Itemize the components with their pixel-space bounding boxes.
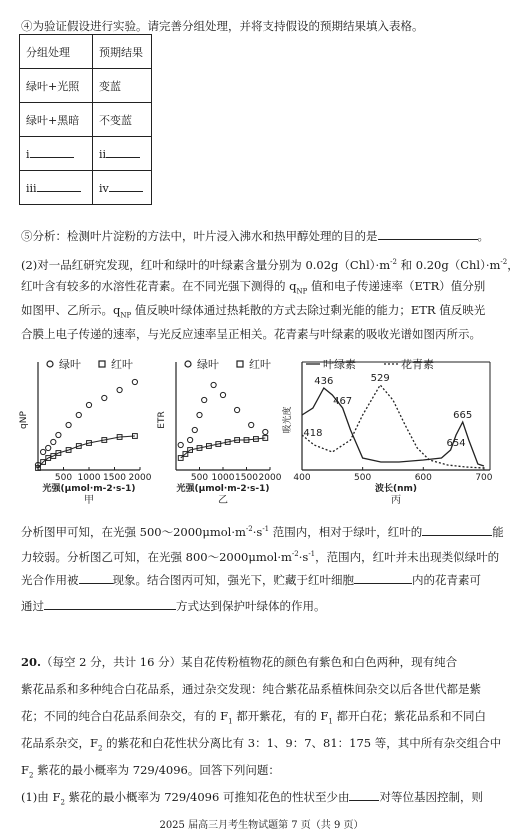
p2-line-3: [21, 302, 485, 323]
table-row: [20, 137, 152, 171]
legend-marker: [47, 361, 53, 367]
page-footer: 2025 届高三月考生物试题第 7 页（共 9 页）: [159, 820, 364, 831]
text-span: 现象。结合图丙可知，强光下，贮藏于红叶细胞: [112, 573, 354, 587]
legend-label: 叶绿素: [323, 358, 356, 371]
data-point: [211, 382, 216, 387]
table-cell: 不变蓝: [93, 103, 152, 137]
x-tick-label: 500: [190, 473, 209, 483]
answer-blank[interactable]: [354, 572, 412, 584]
legend-marker: [99, 361, 105, 367]
table-cell: 变蓝: [93, 69, 152, 103]
x-tick-label: 400: [293, 473, 311, 483]
subscript: NP: [120, 311, 132, 320]
text-span: 如图甲、乙所示。q: [21, 303, 121, 317]
text-span: 范围内，相对于绿叶，红叶的: [269, 524, 423, 539]
x-tick-label: 600: [414, 473, 432, 483]
x-axis-label: 光强(μmol·m-2·s-1): [42, 484, 136, 494]
y-axis-label: qNP: [19, 411, 29, 429]
data-point: [197, 412, 202, 417]
data-label: 436: [314, 376, 334, 387]
series-line: [302, 385, 484, 468]
answer-blank[interactable]: [79, 572, 113, 584]
table-cell: 绿叶+光照: [20, 69, 93, 103]
text-span: 都开白花；紫花品系和不同白: [332, 709, 487, 723]
data-point: [178, 442, 183, 447]
answer-blank[interactable]: [44, 598, 176, 610]
data-point: [102, 395, 107, 400]
x-tick-label: 1000: [211, 473, 235, 483]
superscript: -1: [308, 550, 316, 558]
subscript: 1: [228, 717, 233, 726]
cell-label: ⅱ: [99, 148, 107, 161]
table-row: [20, 69, 152, 103]
figure-charts: [0, 350, 523, 510]
text-span: 对等位基因控制，则: [379, 790, 483, 804]
x-tick-label: 500: [354, 473, 372, 483]
analysis-line-2: [21, 546, 499, 565]
result-table: [19, 34, 152, 205]
text-span: (1)由 F: [21, 790, 61, 804]
q20-subquestion-1: [21, 789, 483, 810]
table-cell: [20, 171, 93, 205]
text-span: 能: [492, 524, 504, 539]
table-row: [20, 35, 152, 69]
superscript: -2: [390, 258, 397, 266]
table-row: [20, 171, 152, 205]
text-span: 通过: [21, 599, 44, 613]
cell-label: ⅰ: [26, 148, 30, 161]
data-point: [86, 402, 91, 407]
text-span: 都开紫花，有的 F: [232, 709, 329, 723]
text-span: 紫花的最小概率为 729/4096 可推知花色的性状至少由: [64, 790, 350, 804]
text-span: 内的花青素可: [412, 573, 481, 587]
question-number: 20.: [21, 655, 42, 669]
panel-label: 甲: [84, 495, 94, 506]
data-point: [41, 449, 46, 454]
q20-line-5: [21, 762, 280, 783]
x-tick-label: 1000: [77, 473, 101, 483]
p2-line-4: 合膜上电子传递的速率，与光反应速率呈正相关。花青素与叶绿素的吸收光谱如图丙所示。: [21, 327, 481, 341]
text-span: 的紫花和白花性状分离比有 3：1、9：7、81：175 等，其中所有杂交组合中: [102, 736, 502, 750]
x-tick-label: 1500: [103, 473, 126, 483]
superscript: -2: [245, 525, 253, 533]
data-point: [76, 412, 81, 417]
superscript: -1: [262, 525, 270, 533]
series-line: [302, 388, 484, 466]
superscript: -2: [500, 258, 508, 266]
x-axis-label: 光强(μmol·m-2·s-1): [176, 484, 270, 494]
intro-line: ④为验证假设进行实验。请完善分组处理，并将支持假设的预期结果填入表格。: [21, 19, 424, 33]
data-point: [51, 439, 56, 444]
table-cell: 绿叶+黑暗: [20, 103, 93, 137]
text-span: 光合作用被: [21, 573, 79, 587]
subscript: NP: [296, 287, 308, 296]
text-span: 花品系杂交，F: [21, 736, 98, 750]
cell-label: ⅳ: [99, 182, 109, 195]
answer-blank[interactable]: [37, 180, 81, 192]
answer-blank[interactable]: [30, 146, 74, 158]
subscript: 2: [28, 771, 34, 780]
analysis-line-4: [21, 598, 326, 614]
text-span: 花；不同的纯合白花品系间杂交，有的 F: [21, 709, 229, 723]
legend-label: 红叶: [249, 358, 271, 371]
q5-end: 。: [477, 229, 489, 243]
p2-line-2: [21, 278, 485, 299]
q5-text: ⑤分析：检测叶片淀粉的方法中，叶片浸入沸水和热甲醇处理的目的是: [21, 229, 378, 243]
text-span: ，范围内，红叶并未出现类似绿叶的: [315, 549, 500, 564]
data-point: [188, 437, 193, 442]
x-axis-label: 波长(nm): [374, 484, 418, 494]
text-span: 红叶含有较多的水溶性花青素。在不同光强下测得的 q: [21, 279, 297, 293]
subscript: 1: [328, 717, 333, 726]
analysis-line-1: [21, 521, 504, 540]
x-tick-label: 500: [54, 473, 73, 483]
data-point: [132, 379, 137, 384]
legend-label: 绿叶: [59, 358, 81, 371]
data-point: [249, 422, 254, 427]
legend-marker: [185, 361, 191, 367]
data-point: [46, 445, 51, 450]
q20-line-2: 紫花品系和多种纯合白花品系，通过杂交发现：纯合紫花品系植株间杂交以后各世代都是紫: [21, 682, 481, 696]
data-point: [220, 392, 225, 397]
data-point: [117, 387, 122, 392]
cell-label: ⅲ: [26, 182, 37, 195]
q20-line-1: [21, 654, 457, 670]
table-header: 分组处理: [20, 35, 93, 69]
text-span: （每空 2 分，共计 16 分）某自花传粉植物花的颜色有紫色和白色两种，现有纯合: [41, 655, 458, 669]
answer-blank[interactable]: [349, 789, 379, 801]
text-span: ·s: [252, 524, 263, 539]
subscript: 2: [60, 798, 65, 807]
panel-label: 丙: [391, 495, 401, 506]
text-span: 力较弱。分析图乙可知，在光强 800～2000μmol·m: [21, 549, 292, 564]
text-span: 方式达到保护叶绿体的作用。: [176, 599, 326, 613]
table-cell: [93, 137, 152, 171]
subscript: 2: [97, 744, 103, 753]
q20-line-4: [21, 735, 501, 756]
table-cell: [93, 171, 152, 205]
table-cell: [20, 137, 93, 171]
legend-marker: [237, 361, 243, 367]
q5-line: [21, 228, 489, 244]
data-point: [192, 427, 197, 432]
x-tick-label: 2000: [128, 473, 152, 483]
legend-label: 红叶: [111, 358, 133, 371]
text-span: 和 0.20g（Chl）·m: [396, 257, 501, 272]
text-span: ·s: [298, 549, 309, 564]
data-point: [66, 422, 71, 427]
q20-line-3: [21, 708, 486, 729]
data-point: [202, 397, 207, 402]
x-tick-label: 2000: [258, 473, 282, 483]
answer-blank[interactable]: [109, 180, 143, 192]
legend-label: 花青素: [401, 358, 434, 371]
data-label: 529: [370, 373, 390, 384]
x-tick-label: 700: [475, 473, 493, 483]
text-span: 分析图甲可知，在光强 500～2000μmol·m: [21, 524, 246, 539]
text-span: 紫花的最小概率为 729/4096。回答下列问题：: [33, 763, 280, 777]
text-span: 值反映叶绿体通过热耗散的方式去除过剩光能的能力；ETR 值反映光: [131, 303, 486, 317]
data-label: 418: [303, 428, 323, 439]
p2-line-1: [21, 254, 519, 273]
data-label: 654: [446, 438, 466, 449]
data-point: [263, 429, 268, 434]
data-label: 467: [333, 396, 353, 407]
trend-line: [181, 438, 266, 458]
legend-label: 绿叶: [197, 358, 219, 371]
answer-blank[interactable]: [422, 524, 492, 536]
x-tick-label: 1500: [235, 473, 258, 483]
table-row: [20, 103, 152, 137]
answer-blank[interactable]: [106, 146, 140, 158]
text-span: 值和电子传递速率（ETR）值分别: [307, 279, 486, 293]
text-span: (2)对一品红研究发现，红叶和绿叶的叶绿素含量分别为 0.02g（Chl）·m: [21, 257, 391, 272]
table-header: 预期结果: [93, 35, 152, 69]
text-span: ，: [507, 257, 519, 272]
data-label: 665: [453, 410, 473, 421]
data-point: [56, 432, 61, 437]
text-span: F: [21, 763, 29, 777]
data-point: [235, 407, 240, 412]
answer-blank[interactable]: [378, 228, 478, 240]
analysis-line-3: [21, 572, 481, 588]
y-axis-label: 吸光度: [283, 406, 293, 434]
panel-label: 乙: [218, 495, 228, 506]
superscript: -2: [291, 550, 299, 558]
y-axis-label: ETR: [157, 411, 167, 429]
